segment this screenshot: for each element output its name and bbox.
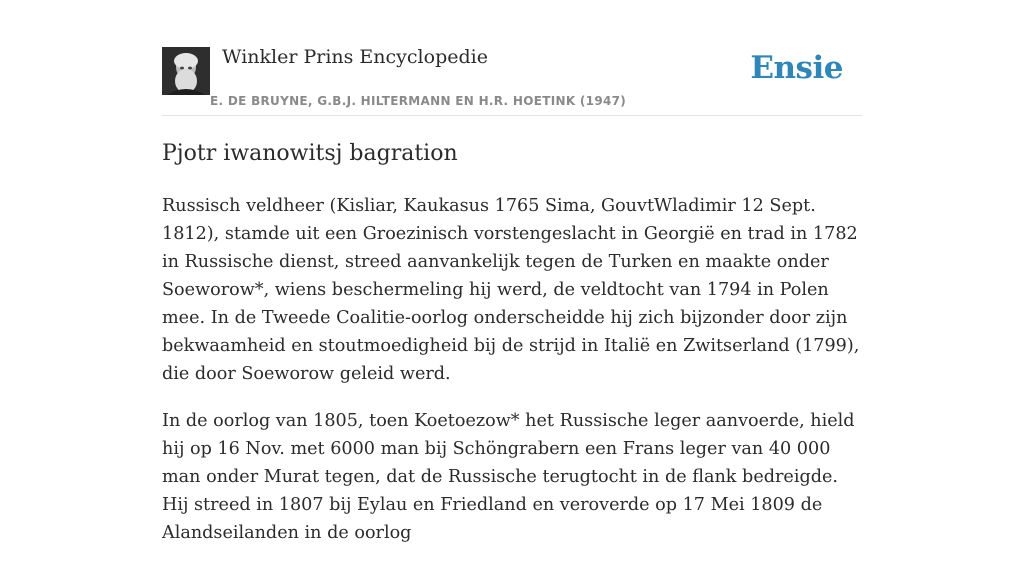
ensie-logo-link[interactable]: Ensie bbox=[750, 50, 843, 86]
author-avatar[interactable] bbox=[162, 47, 210, 95]
article-paragraph: Russisch veldheer (Kisliar, Kaukasus 1765 Sima, GouvtWladimir 12 Sept. 1812), stamde uit een Groezinisch vorstengeslacht in Georgië en trad in 1782 in Russische dienst, streed aanvankelijk tegen de Turken en maakte onder Soeworow*, wiens beschermeling hij werd, de veldtocht van 1794 in Polen mee. In de Tweede Coalitie-oorlog onderscheidde hij zich bijzonder door zijn bekwaamheid en stoutmoedigheid bij de strijd in Italië en Zwitserland (1799), die door Soeworow geleid werd. bbox=[162, 196, 860, 384]
article-title: Pjotr iwanowitsj bagration bbox=[162, 141, 458, 166]
source-authors: E. DE BRUYNE, G.B.J. HILTERMANN EN H.R. HOETINK (1947) bbox=[210, 94, 627, 108]
article-paragraph: In de oorlog van 1805, toen Koetoezow* het Russische leger aanvoerde, hield hij op 16 Nov. met 6000 man bij Schöngrabern een Frans leger van 40 000 man onder Murat tegen, dat de Russische terugtocht in de flank bedreigde. Hij streed in 1807 bij Eylau en Friedland en veroverde op 17 Mei 1809 de Alandseilanden in de oorlog bbox=[162, 411, 855, 543]
portrait-icon bbox=[162, 47, 210, 95]
page-container bbox=[162, 0, 862, 543]
source-title[interactable]: Winkler Prins Encyclopedie bbox=[222, 46, 488, 68]
source-header bbox=[162, 0, 862, 116]
article-body bbox=[162, 192, 862, 566]
